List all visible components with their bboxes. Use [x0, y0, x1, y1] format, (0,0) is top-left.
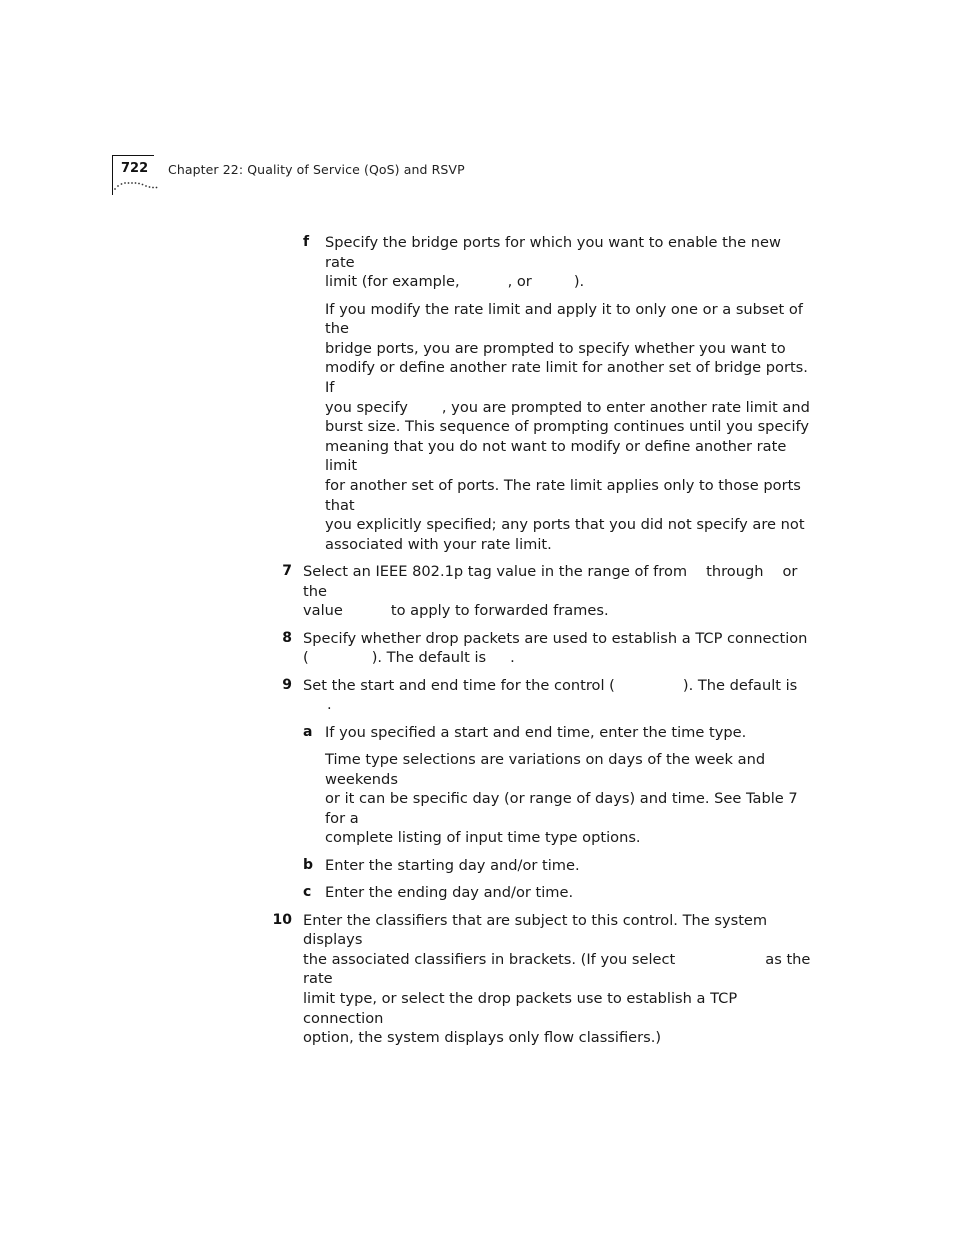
text-line: you specify , you are prompted to enter another rate limit and — [325, 398, 810, 416]
chapter-title: Chapter 22: Quality of Service (QoS) and RSVP — [168, 162, 465, 177]
paragraph-rate-limit-prompting — [270, 300, 815, 555]
page-number: 722 — [121, 161, 149, 176]
header-vertical-rule — [112, 155, 113, 195]
text-line: Enter the starting day and/or time. — [325, 856, 580, 874]
header-horizontal-rule — [112, 155, 154, 156]
page-header — [112, 155, 612, 200]
step-marker: c — [303, 884, 312, 901]
step-7 — [270, 562, 815, 621]
text-line: option, the system displays only flow classifiers.) — [303, 1029, 662, 1047]
text-line: or it can be specific day (or range of days) and time. See Table 7 for a — [325, 790, 798, 827]
text-line: burst size. This sequence of prompting continues until you specify — [325, 418, 810, 436]
text-line: complete listing of input time type options. — [325, 829, 641, 847]
text-line: ( ). The default is . — [303, 649, 515, 667]
text-line: Specify the bridge ports for which you want to enable the new rate — [325, 234, 781, 271]
text-line: If you specified a start and end time, enter the time type. — [325, 723, 747, 741]
step-10 — [270, 911, 815, 1048]
dotted-corner-ornament — [114, 175, 159, 191]
text-line: If you modify the rate limit and apply it to only one or a subset of the — [325, 300, 803, 338]
step-marker: 8 — [282, 629, 292, 646]
step-8 — [270, 629, 815, 668]
text-line: bridge ports, you are prompted to specify whether you want to — [325, 339, 786, 357]
text-line: for another set of ports. The rate limit applies only to those ports that — [325, 476, 801, 514]
step-marker: 10 — [272, 911, 292, 928]
text-line: limit type, or select the drop packets use to establish a TCP connection — [303, 989, 738, 1027]
text-line: limit (for example, , or ). — [325, 273, 585, 291]
substep-c — [270, 883, 815, 903]
text-line: Specify whether drop packets are used to establish a TCP connection — [303, 629, 808, 647]
text-line: Set the start and end time for the control ( ). The default is. — [303, 676, 798, 714]
step-marker: a — [303, 723, 313, 740]
step-9 — [270, 676, 815, 715]
substep-f — [270, 233, 815, 292]
substep-b — [270, 856, 815, 876]
step-marker: 9 — [282, 676, 292, 693]
text-line: value to apply to forwarded frames. — [303, 602, 609, 620]
step-marker: 7 — [282, 563, 292, 580]
text-line: Time type selections are variations on days of the week and weekends — [325, 751, 766, 788]
text-line: you explicitly specified; any ports that you did not specify are not — [325, 516, 805, 534]
text-line: the associated classifiers in brackets. (If you select as the rate — [303, 950, 811, 988]
step-marker: b — [303, 856, 314, 873]
page-body — [270, 233, 815, 1056]
text-line: Enter the ending day and/or time. — [325, 884, 574, 902]
text-line: associated with your rate limit. — [325, 535, 552, 553]
text-line: modify or define another rate limit for another set of bridge ports. If — [325, 359, 808, 396]
step-marker: f — [303, 234, 310, 250]
text-line: Select an IEEE 802.1p tag value in the range of from through or the — [303, 563, 798, 600]
text-line: meaning that you do not want to modify or define another rate limit — [325, 437, 787, 475]
substep-a — [270, 723, 815, 743]
text-line: Enter the classifiers that are subject to this control. The system displays — [303, 911, 768, 949]
paragraph-time-type — [270, 750, 815, 848]
